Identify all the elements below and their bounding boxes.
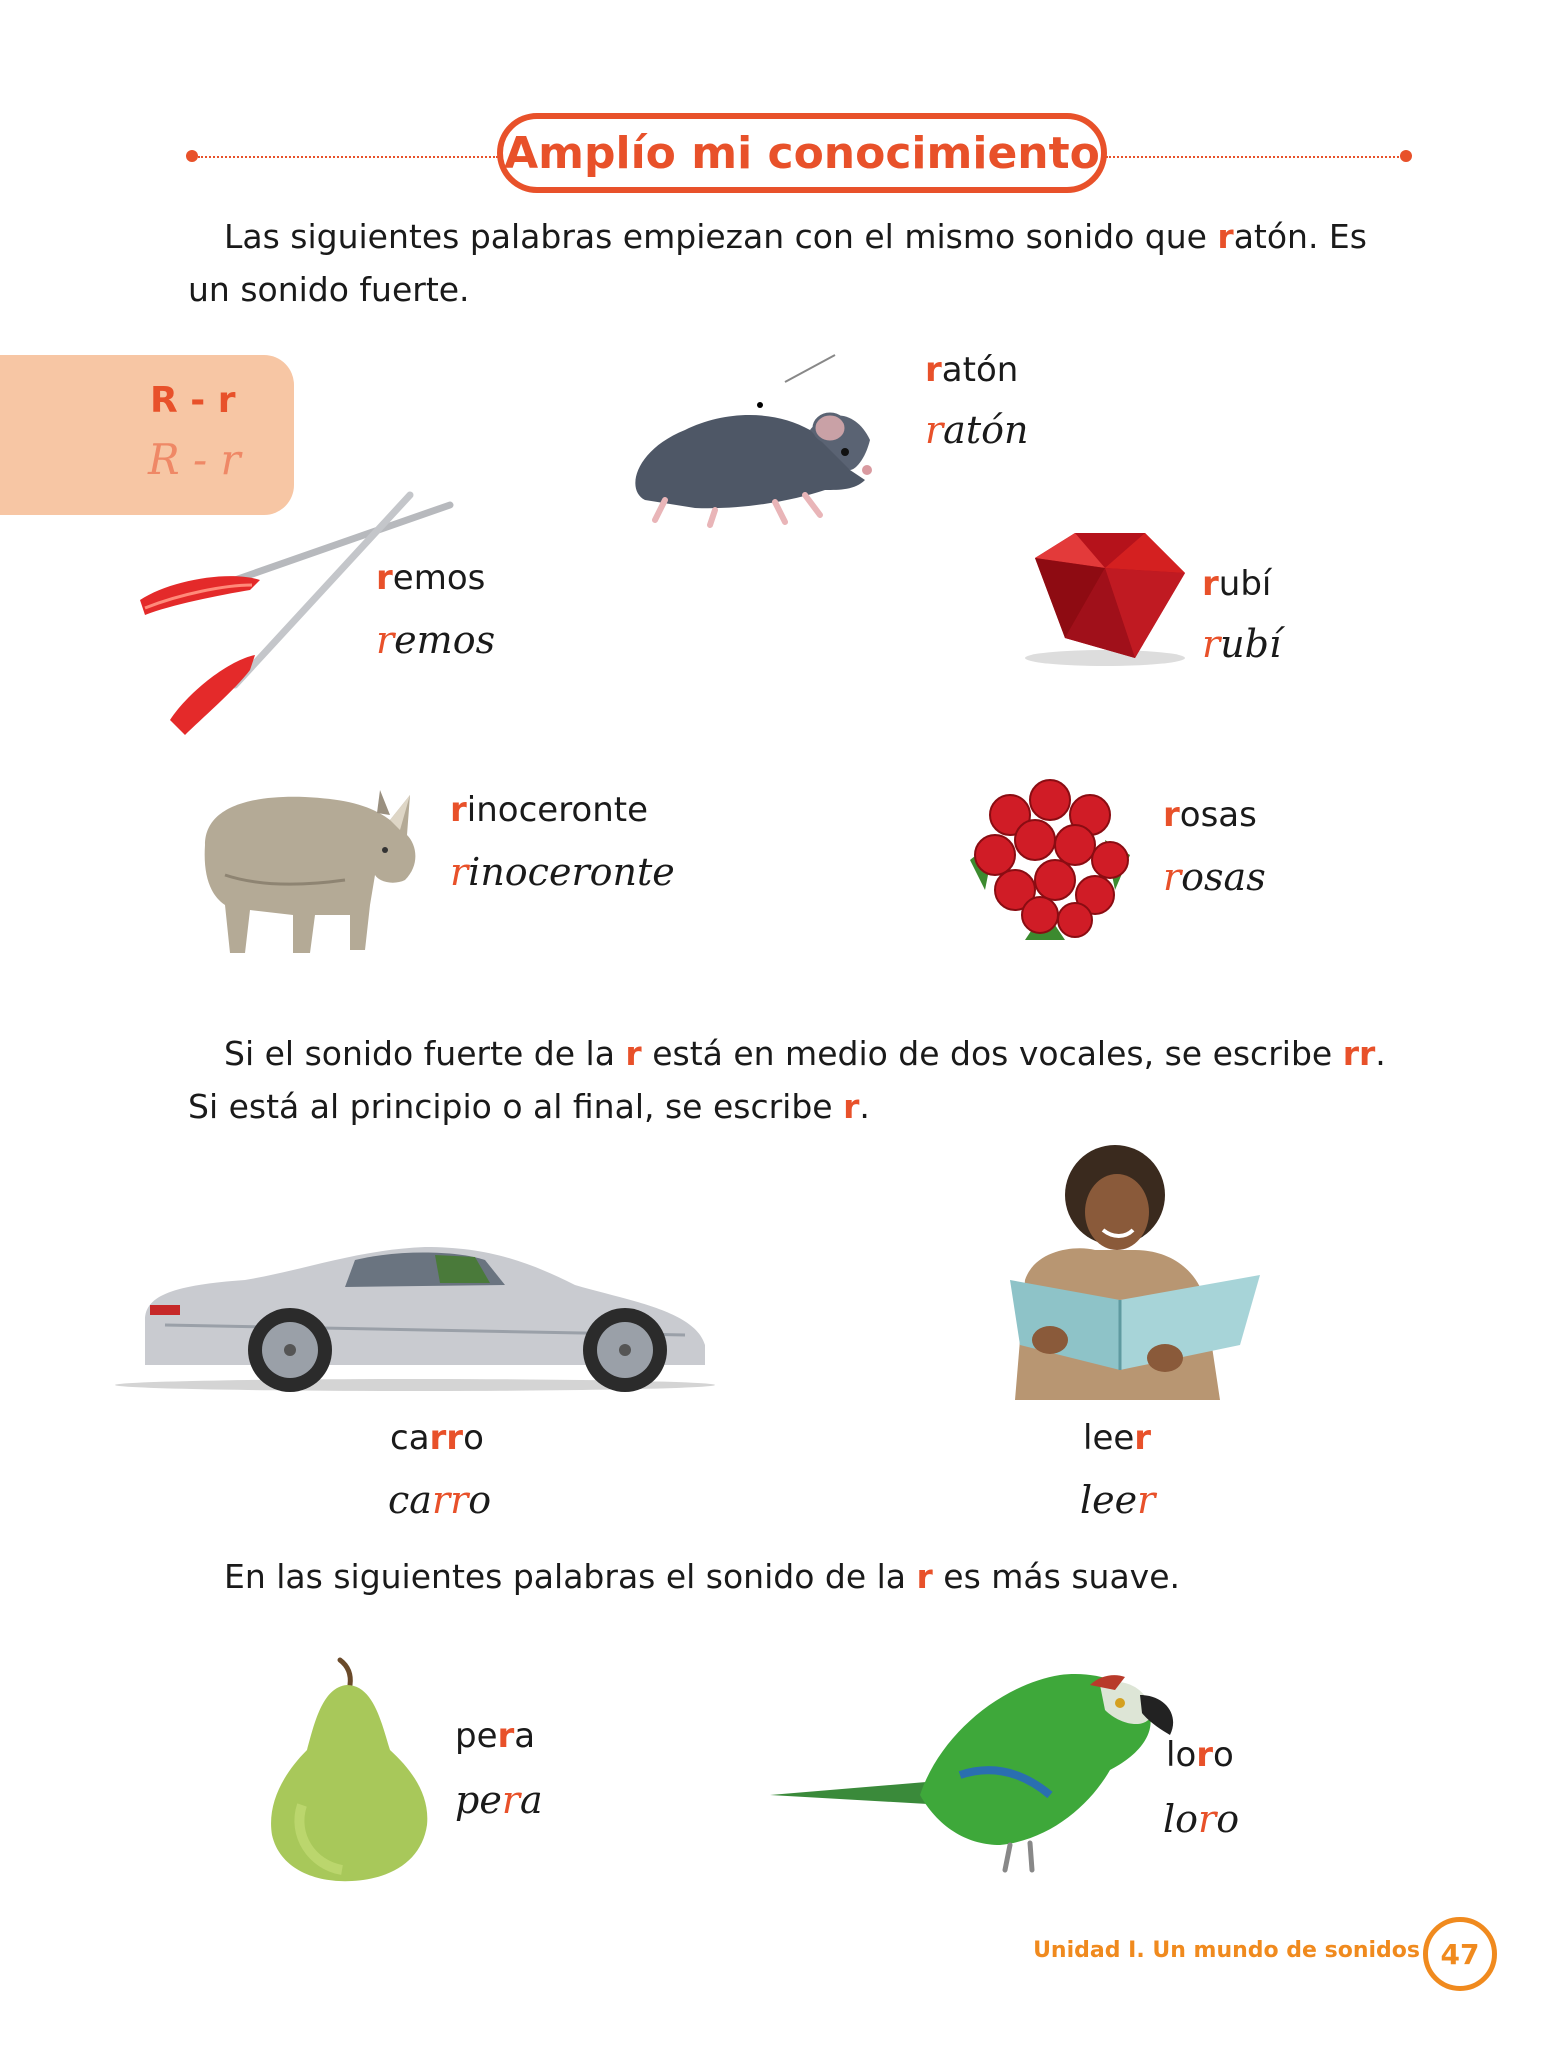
oars-image — [140, 490, 460, 740]
word-rubi-print — [1202, 564, 1271, 604]
word-part-pre: pe — [455, 1716, 498, 1756]
word-rest: ubí — [1220, 622, 1282, 666]
page-number: 47 — [1423, 1917, 1497, 1991]
letter-r: r — [925, 408, 944, 452]
word-part-post: o — [468, 1478, 492, 1522]
header-rule-right — [1106, 156, 1406, 158]
word-rest: emos — [392, 558, 486, 598]
word-loro-print — [1166, 1735, 1234, 1775]
intro-paragraph — [188, 210, 1428, 316]
rule-r-2: r — [843, 1087, 860, 1126]
letter-r: r — [450, 850, 469, 894]
word-rinoceronte-print — [450, 790, 648, 830]
soft-paragraph — [188, 1550, 1448, 1603]
letter-r: r — [1163, 795, 1180, 835]
letter-r: r — [1163, 855, 1182, 899]
letter-r: r — [1202, 622, 1221, 666]
word-part-post: a — [520, 1778, 543, 1822]
letters-rr: rr — [431, 1478, 469, 1522]
header-rule-left — [198, 156, 498, 158]
footer-unit: Unidad I. Un mundo de sonidos — [1033, 1938, 1420, 1963]
pear-image — [262, 1655, 432, 1885]
letter-r: r — [450, 790, 467, 830]
intro-text-after: atón. Es — [1233, 217, 1367, 256]
letter-r: r — [1198, 1797, 1217, 1841]
word-part-post: o — [1213, 1735, 1234, 1775]
letter-r: r — [1202, 564, 1219, 604]
soft-text-after: es más suave. — [932, 1557, 1180, 1596]
word-part-pre: lo — [1166, 1735, 1197, 1775]
letter-r: r — [376, 558, 393, 598]
soft-text-before: En las siguientes palabras el sonido de la — [224, 1557, 917, 1596]
word-carro-print — [390, 1418, 484, 1458]
intro-text-line2: un sonido fuerte. — [188, 270, 470, 309]
soft-highlight: r — [916, 1557, 933, 1596]
word-rest: osas — [1181, 855, 1266, 899]
rule-text-2: está en medio de dos vocales, se escribe — [641, 1034, 1343, 1073]
header-dot-left — [186, 150, 198, 162]
boy-reading-image — [995, 1140, 1265, 1400]
word-rest: emos — [394, 618, 496, 662]
rat-image — [625, 350, 875, 530]
word-raton-print — [925, 350, 1018, 390]
word-part-post: o — [463, 1418, 484, 1458]
rule-text-3: . — [1375, 1034, 1386, 1073]
rule-paragraph — [188, 1027, 1448, 1133]
word-rest: osas — [1179, 795, 1257, 835]
letter-r: r — [1137, 1478, 1156, 1522]
word-loro-cursive — [1163, 1797, 1239, 1841]
rhinoceros-image — [195, 775, 425, 960]
word-part-pre: lo — [1163, 1797, 1199, 1841]
car-image — [105, 1225, 725, 1395]
letters-rr: rr — [429, 1418, 464, 1458]
letter-r: r — [376, 618, 395, 662]
rule-r-1: r — [625, 1034, 642, 1073]
word-rest: atón — [943, 408, 1029, 452]
word-part-pre: pe — [455, 1778, 502, 1822]
word-rest: inoceronte — [466, 790, 649, 830]
roses-image — [965, 770, 1135, 945]
word-remos-print — [376, 558, 485, 598]
letter-r: r — [501, 1778, 520, 1822]
word-rest: ubí — [1218, 564, 1272, 604]
word-rest: atón — [941, 350, 1019, 390]
ruby-image — [1015, 528, 1195, 668]
section-title: Amplío mi conocimiento — [504, 127, 1100, 179]
word-carro-cursive — [388, 1478, 491, 1522]
intro-highlight: r — [1217, 217, 1234, 256]
word-leer-print — [1083, 1418, 1151, 1458]
letter-r: r — [1134, 1418, 1152, 1458]
word-rest: inoceronte — [468, 850, 675, 894]
rule-text-1: Si el sonido fuerte de la — [224, 1034, 626, 1073]
letter-card-print: R - r — [150, 380, 236, 421]
word-remos-cursive — [376, 618, 495, 662]
letter-r: r — [925, 350, 942, 390]
rule-rr: rr — [1342, 1034, 1376, 1073]
word-pera-cursive — [455, 1778, 543, 1822]
parrot-image — [770, 1645, 1190, 1885]
intro-text-before: Las siguientes palabras empiezan con el mismo sonido que — [224, 217, 1218, 256]
word-rosas-print — [1163, 795, 1257, 835]
letter-card-cursive: R - r — [148, 435, 241, 484]
header-dot-right — [1400, 150, 1412, 162]
word-part-post: o — [1216, 1797, 1240, 1841]
word-part-post: a — [514, 1716, 536, 1756]
word-pera-print — [455, 1716, 535, 1756]
section-title-pill — [497, 113, 1107, 193]
rule-text-line2-end: . — [859, 1087, 870, 1126]
letter-r: r — [1196, 1735, 1214, 1775]
word-rubi-cursive — [1202, 622, 1281, 666]
rule-text-line2: Si está al principio o al final, se escribe — [188, 1087, 844, 1126]
letter-r: r — [497, 1716, 515, 1756]
word-raton-cursive — [925, 408, 1028, 452]
word-leer-cursive — [1080, 1478, 1155, 1522]
word-rosas-cursive — [1163, 855, 1266, 899]
word-part-pre: ca — [388, 1478, 432, 1522]
word-part-pre: ca — [390, 1418, 430, 1458]
word-part-pre: lee — [1083, 1418, 1135, 1458]
word-rinoceronte-cursive — [450, 850, 675, 894]
word-part-pre: lee — [1080, 1478, 1138, 1522]
